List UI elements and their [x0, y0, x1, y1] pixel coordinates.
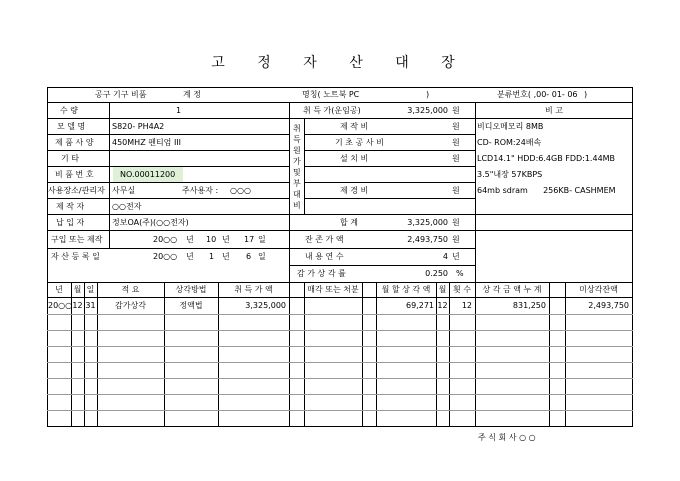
- company-name: 주 식 회 사 ○ ○: [478, 433, 536, 442]
- register-month: 1: [209, 252, 215, 261]
- classification-code-close: ): [584, 90, 588, 99]
- row-monthly: 69,271: [406, 301, 434, 310]
- ledger-header-day: 일: [86, 285, 95, 294]
- model-label: 모 델 명: [57, 122, 86, 131]
- classification-code: 분류번호( ,00- 01- 06: [497, 90, 578, 99]
- ledger-header-accumulated: 상 각 금 액 누 계: [482, 285, 542, 294]
- remarks-line: LCD14.1" HDD:6.4GB FDD:1.44MB: [477, 154, 616, 163]
- ledger-header-summary: 적 요: [121, 285, 140, 294]
- vendor-value: 정보OA(주)(○○전자): [112, 218, 189, 227]
- row-remaining: 2,493,750: [588, 301, 629, 310]
- install-cost-label: 설 치 비: [340, 154, 369, 163]
- vertical-char: 대: [293, 190, 301, 199]
- misc-cost-label: 제 경 비: [340, 186, 369, 195]
- production-cost-unit: 원: [452, 122, 460, 131]
- vertical-char: 득: [293, 135, 301, 144]
- main-user-label: 주사용자 :: [182, 186, 219, 195]
- row-count: 12: [461, 301, 472, 310]
- maker-value: ○○전자: [112, 202, 142, 211]
- register-date-label: 자 산 등 록 일: [51, 252, 100, 261]
- qty-value: 1: [176, 106, 182, 115]
- spec-label: 제 품 사 양: [55, 138, 94, 147]
- total-value: 3,325,000: [407, 218, 448, 227]
- place-label: 사용장소/관리자: [48, 186, 105, 195]
- vertical-char: 비: [293, 201, 301, 210]
- main-user-value: ○○○: [230, 186, 251, 195]
- qty-label: 수 량: [60, 106, 78, 115]
- purchase-day: 17: [244, 235, 255, 244]
- vertical-char: 취: [293, 124, 301, 133]
- page-title: 고 정 자 산 대 장: [211, 55, 469, 71]
- asset-name-close: ): [426, 90, 430, 99]
- remarks-header: 비 고: [545, 106, 563, 115]
- depreciation-rate-label: 감 가 상 각 률: [297, 269, 346, 278]
- ledger-header-method: 상각방법: [175, 285, 207, 294]
- ledger-header-count: 횟 수: [453, 285, 471, 294]
- total-label: 합 계: [340, 218, 358, 227]
- purchase-month-unit: 년: [222, 235, 230, 244]
- ledger-header-year: 년: [55, 285, 63, 294]
- ledger-header-monthly: 월 할 상 각 액: [381, 285, 431, 294]
- misc-cost-unit: 원: [452, 186, 460, 195]
- item-number-label: 비 품 번 호: [55, 170, 94, 179]
- row-year: 20○○: [48, 301, 73, 310]
- vendor-label: 납 입 자: [56, 218, 85, 227]
- useful-life-value: 4: [442, 252, 448, 261]
- row-cost: 3,325,000: [245, 301, 286, 310]
- purchase-year-unit: 년: [186, 235, 194, 244]
- residual-unit: 원: [452, 235, 460, 244]
- production-cost-label: 제 작 비: [340, 122, 369, 131]
- place-value: 사무실: [112, 186, 136, 195]
- maker-label: 제 작 자: [56, 202, 85, 211]
- model-value: S820- PH4A2: [112, 122, 165, 131]
- depreciation-rate-unit: %: [456, 269, 464, 278]
- purchase-day-unit: 일: [258, 235, 266, 244]
- register-year-unit: 년: [186, 252, 194, 261]
- row-summary: 감가상각: [115, 301, 146, 310]
- total-unit: 원: [452, 218, 460, 227]
- register-month-unit: 년: [222, 252, 230, 261]
- account-label: 계 정: [183, 90, 201, 99]
- category-label: 공구 기구 비품: [95, 90, 147, 99]
- remarks-line: CD- ROM:24배속: [477, 138, 542, 147]
- row-day: 31: [85, 301, 96, 310]
- vertical-char: 가: [293, 157, 301, 166]
- purchase-month: 10: [206, 235, 217, 244]
- remarks-line: 3.5"내장 57KBPS: [477, 170, 543, 179]
- row-method: 정액법: [179, 301, 203, 310]
- etc-label: 기 타: [61, 154, 79, 163]
- foundation-cost-unit: 원: [452, 138, 460, 147]
- vertical-char: 및: [293, 168, 301, 177]
- residual-label: 잔 존 가 액: [305, 235, 344, 244]
- ledger-header-disposal: 매각 또는 처분: [307, 285, 359, 294]
- register-day-unit: 일: [258, 252, 266, 261]
- remarks-line: 비디오메모리 8MB: [477, 122, 544, 131]
- row-months: 12: [437, 301, 448, 310]
- register-year: 20○○: [153, 252, 178, 261]
- acquisition-cost-label: 취 득 가(운임공): [303, 106, 361, 115]
- ledger-header-month: 월: [73, 285, 82, 294]
- purchase-year: 20○○: [153, 235, 178, 244]
- row-month: 12: [72, 301, 83, 310]
- useful-life-unit: 년: [452, 252, 460, 261]
- residual-value: 2,493,750: [407, 235, 448, 244]
- purchase-date-label: 구입 또는 제작: [51, 235, 103, 244]
- acquisition-cost-value: 3,325,000: [407, 106, 448, 115]
- acquisition-cost-unit: 원: [452, 106, 460, 115]
- foundation-cost-label: 기 초 공 사 비: [335, 138, 384, 147]
- vertical-char: 원: [293, 146, 301, 155]
- ledger-header-months: 월: [438, 285, 447, 294]
- item-number-value: NO.00011200: [120, 170, 176, 179]
- row-accumulated: 831,250: [512, 301, 546, 310]
- depreciation-rate-value: 0.250: [425, 269, 448, 278]
- asset-name: 명칭( 노트북 PC: [302, 90, 360, 99]
- spec-value: 450MHZ 펜티엄 III: [112, 138, 182, 147]
- vertical-char: 부: [293, 179, 301, 188]
- register-day: 6: [246, 252, 252, 261]
- install-cost-unit: 원: [452, 154, 460, 163]
- useful-life-label: 내 용 연 수: [305, 252, 344, 261]
- ledger-header-remaining: 미상각잔액: [579, 285, 618, 294]
- ledger-header-cost: 취 득 가 액: [234, 285, 273, 294]
- remarks-line: 64mb sdram 256KB- CASHMEM: [477, 186, 616, 195]
